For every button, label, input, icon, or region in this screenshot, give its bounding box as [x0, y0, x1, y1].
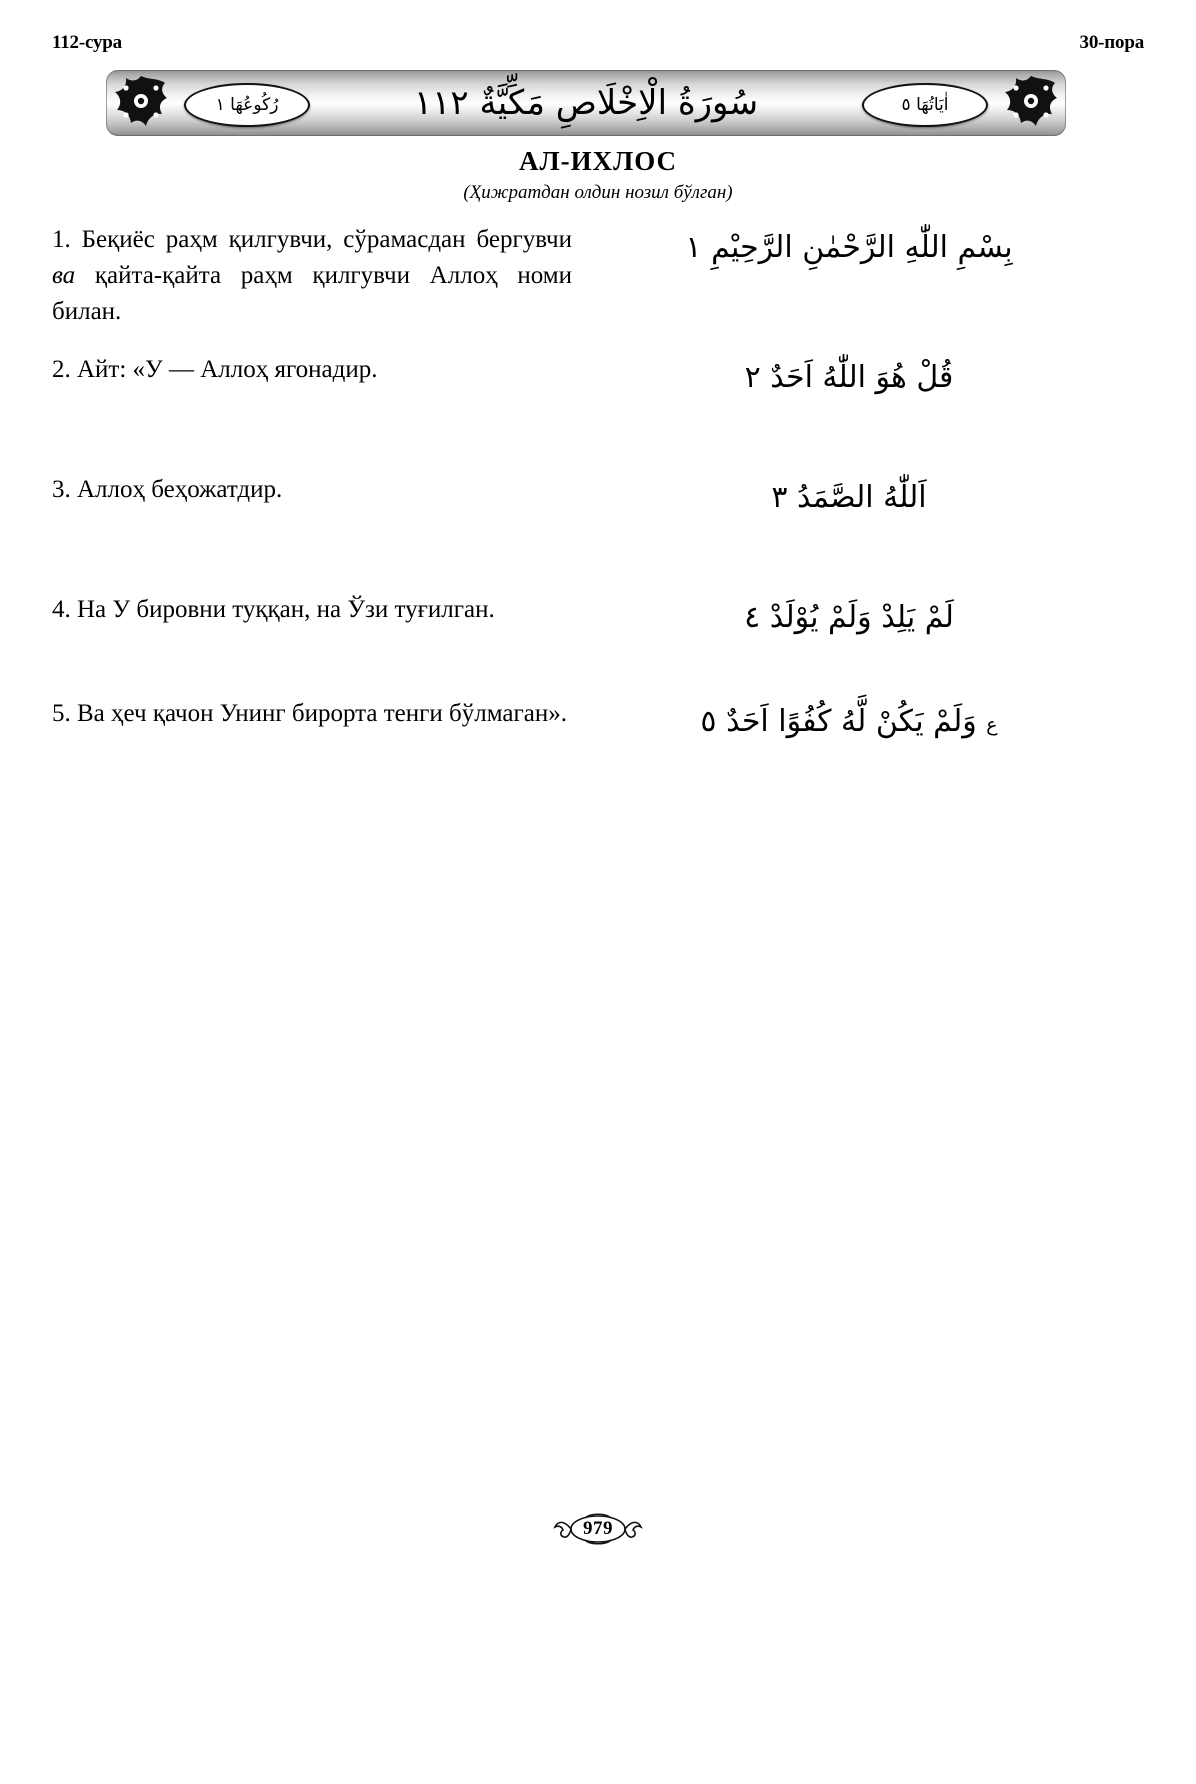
running-head-left: 112-сура: [52, 32, 122, 53]
verse-row: [52, 222, 1144, 340]
page-number: 979: [583, 1518, 613, 1539]
sura-banner-arabic-title: سُورَةُ الْاِخْلَاصِ مَكِّيَّةٌ ١١٢: [413, 83, 759, 123]
ayah-count-medallion: [862, 83, 988, 127]
verse-list: [52, 222, 1144, 792]
verse-text-part: 1. Беқиёс раҳм қилгувчи, сўрамасдан бергувчи: [52, 226, 572, 253]
verse-translation-uz: 3. Аллоҳ беҳожатдир.: [52, 476, 283, 503]
verse-translation-uz: [52, 222, 572, 330]
ruku-count-medallion: [184, 83, 310, 127]
sura-title: АЛ-ИХЛОС: [518, 146, 678, 176]
ruku-mark-icon: ع: [986, 714, 998, 736]
verse-arabic: قُلْ هُوَ اللّٰهُ اَحَدٌ ٢: [744, 360, 954, 395]
verse-translation-uz: 2. Айт: «У — Аллоҳ ягонадир.: [52, 356, 378, 383]
verse-row: [52, 696, 1144, 792]
verse-arabic: لَمْ يَلِدْ وَلَمْ يُوْلَدْ ٤: [744, 600, 954, 635]
verse-row: [52, 352, 1144, 464]
sura-subtitle: (Ҳижратдан олдин нозил бўлган): [463, 182, 733, 203]
page-number-ornament-icon: [552, 1509, 644, 1549]
verse-arabic: [572, 696, 1144, 751]
running-head-right: 30-пора: [1079, 32, 1144, 53]
verse-translation-uz: 5. Ва ҳеч қачон Унинг бирорта тенги бўлмаган».: [52, 700, 567, 727]
verse-row: [52, 592, 1144, 688]
ayah-count-label: اٰيَاتُهَا ٥: [901, 95, 949, 115]
verse-text-emphasis: ва: [52, 262, 76, 289]
verse-arabic: بِسْمِ اللّٰهِ الرَّحْمٰنِ الرَّحِيْمِ ١: [685, 230, 1013, 265]
sura-banner: [106, 70, 1066, 136]
page-footer: [0, 1509, 1196, 1549]
verse-arabic: اَللّٰهُ الصَّمَدُ ٣: [771, 480, 927, 515]
verse-text-part-2: қайта-қайта раҳм қилгувчи Аллоҳ номи билан.: [52, 262, 572, 325]
verse-row: [52, 472, 1144, 580]
running-head: [52, 32, 1144, 58]
ruku-count-label: رُكُوعُهَا ١: [215, 95, 279, 115]
verse-arabic-text: وَلَمْ يَكُنْ لَّهُ كُفُوًا اَحَدٌ ٥: [700, 704, 977, 739]
verse-translation-uz: 4. На У бировни туққан, на Ўзи туғилган.: [52, 596, 495, 623]
